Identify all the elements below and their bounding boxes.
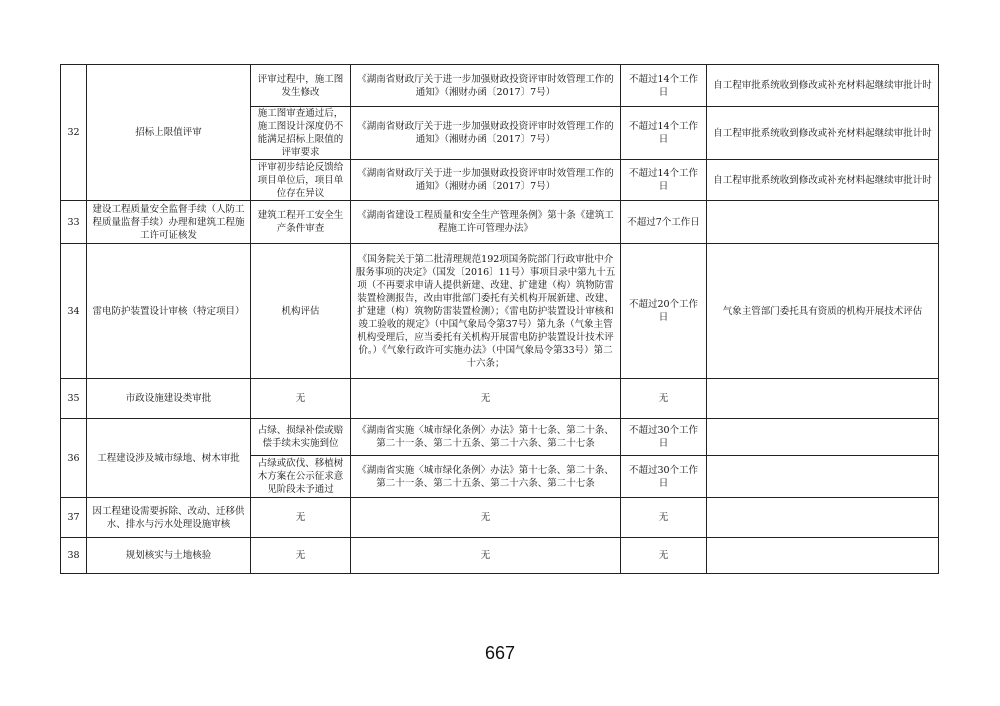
time-limit: 不超过14个工作日: [621, 107, 707, 160]
legal-basis: 无: [351, 498, 621, 538]
page-number: 667: [484, 643, 516, 663]
table-row: [61, 379, 939, 419]
remark: [707, 379, 939, 419]
row-number: 34: [61, 244, 87, 379]
suspension-condition: 建筑工程开工安全生产条件审查: [251, 201, 351, 244]
remark: 自工程审批系统收到修改或补充材料起继续审批计时: [707, 107, 939, 160]
suspension-condition: 评审初步结论反馈给项目单位后，项目单位存在异议: [251, 160, 351, 201]
approval-item: 雷电防护装置设计审核（特定项目）: [87, 244, 251, 379]
time-limit: 无: [621, 379, 707, 419]
approval-item: 规划核实与土地核验: [87, 538, 251, 574]
time-limit: 不超过14个工作日: [621, 160, 707, 201]
remark: 自工程审批系统收到修改或补充材料起继续审批计时: [707, 160, 939, 201]
approval-item: 招标上限值评审: [87, 65, 251, 201]
remark: [707, 538, 939, 574]
suspension-condition: 占绿、损绿补偿或赔偿手续未实施到位: [251, 419, 351, 456]
table-row: [61, 498, 939, 538]
time-limit: 无: [621, 538, 707, 574]
time-limit: 不超过7个工作日: [621, 201, 707, 244]
suspension-condition: 施工图审查通过后，施工图设计深度仍不能满足招标上限值的评审要求: [251, 107, 351, 160]
approval-item: 因工程建设需要拆除、改动、迁移供水、排水与污水处理设施审核: [87, 498, 251, 538]
remark: 气象主管部门委托具有资质的机构开展技术评估: [707, 244, 939, 379]
row-number: 37: [61, 498, 87, 538]
table-row: [61, 244, 939, 379]
row-number: 33: [61, 201, 87, 244]
remark: [707, 419, 939, 456]
suspension-condition: 占绿或砍伐、移植树木方案在公示征求意见阶段未予通过: [251, 456, 351, 498]
table-row: [61, 538, 939, 574]
suspension-condition: 评审过程中，施工图发生修改: [251, 65, 351, 107]
row-number: 35: [61, 379, 87, 419]
legal-basis: 《湖南省财政厅关于进一步加强财政投资评审时效管理工作的通知》（湘财办函〔2017〕7号）: [351, 65, 621, 107]
time-limit: 无: [621, 498, 707, 538]
legal-basis: 《湖南省财政厅关于进一步加强财政投资评审时效管理工作的通知》（湘财办函〔2017〕7号）: [351, 107, 621, 160]
table-row: [61, 65, 939, 107]
approval-item: 市政设施建设类审批: [87, 379, 251, 419]
row-number: 36: [61, 419, 87, 498]
remark: [707, 201, 939, 244]
time-limit: 不超过14个工作日: [621, 65, 707, 107]
table-row: [61, 201, 939, 244]
legal-basis: 《湖南省建设工程质量和安全生产管理条例》第十条《建筑工程施工许可管理办法》: [351, 201, 621, 244]
legal-basis: 《国务院关于第二批清理规范192项国务院部门行政审批中介服务事项的决定》（国发〔2016〕11号）事项目录中第九十五项（不再要求申请人提供新建、改建、扩建建（构）筑物防雷装置检测报告，改由审批部门委托有关机构开展新建、改建、扩建建（构）筑物防雷装置检测）；《雷电防护装置设计审核和竣工验收的规定》（中国气象局令第37号）第九条（气象主管机构受理后，应当委托有关机构开展雷电防护装置设计技术评价。）《气象行政许可实施办法》（中国气象局令第33号）第二十六条；: [351, 244, 621, 379]
approval-time-table: [60, 64, 939, 574]
legal-basis: 《湖南省实施〈城市绿化条例〉办法》第十七条、第二十条、第二十一条、第二十五条、第二十六条、第二十七条: [351, 419, 621, 456]
suspension-condition: 无: [251, 379, 351, 419]
suspension-condition: 无: [251, 498, 351, 538]
approval-item: 建设工程质量安全监督手续（人防工程质量监督手续）办理和建筑工程施工许可证核发: [87, 201, 251, 244]
remark: [707, 498, 939, 538]
time-limit: 不超过30个工作日: [621, 419, 707, 456]
legal-basis: 无: [351, 379, 621, 419]
suspension-condition: 机构评估: [251, 244, 351, 379]
approval-item: 工程建设涉及城市绿地、树木审批: [87, 419, 251, 498]
legal-basis: 无: [351, 538, 621, 574]
legal-basis: 《湖南省财政厅关于进一步加强财政投资评审时效管理工作的通知》（湘财办函〔2017〕7号）: [351, 160, 621, 201]
row-number: 32: [61, 65, 87, 201]
suspension-condition: 无: [251, 538, 351, 574]
remark: 自工程审批系统收到修改或补充材料起继续审批计时: [707, 65, 939, 107]
legal-basis: 《湖南省实施〈城市绿化条例〉办法》第十七条、第二十条、第二十一条、第二十五条、第二十六条、第二十七条: [351, 456, 621, 498]
time-limit: 不超过30个工作日: [621, 456, 707, 498]
table-row: [61, 419, 939, 456]
row-number: 38: [61, 538, 87, 574]
time-limit: 不超过20个工作日: [621, 244, 707, 379]
remark: [707, 456, 939, 498]
